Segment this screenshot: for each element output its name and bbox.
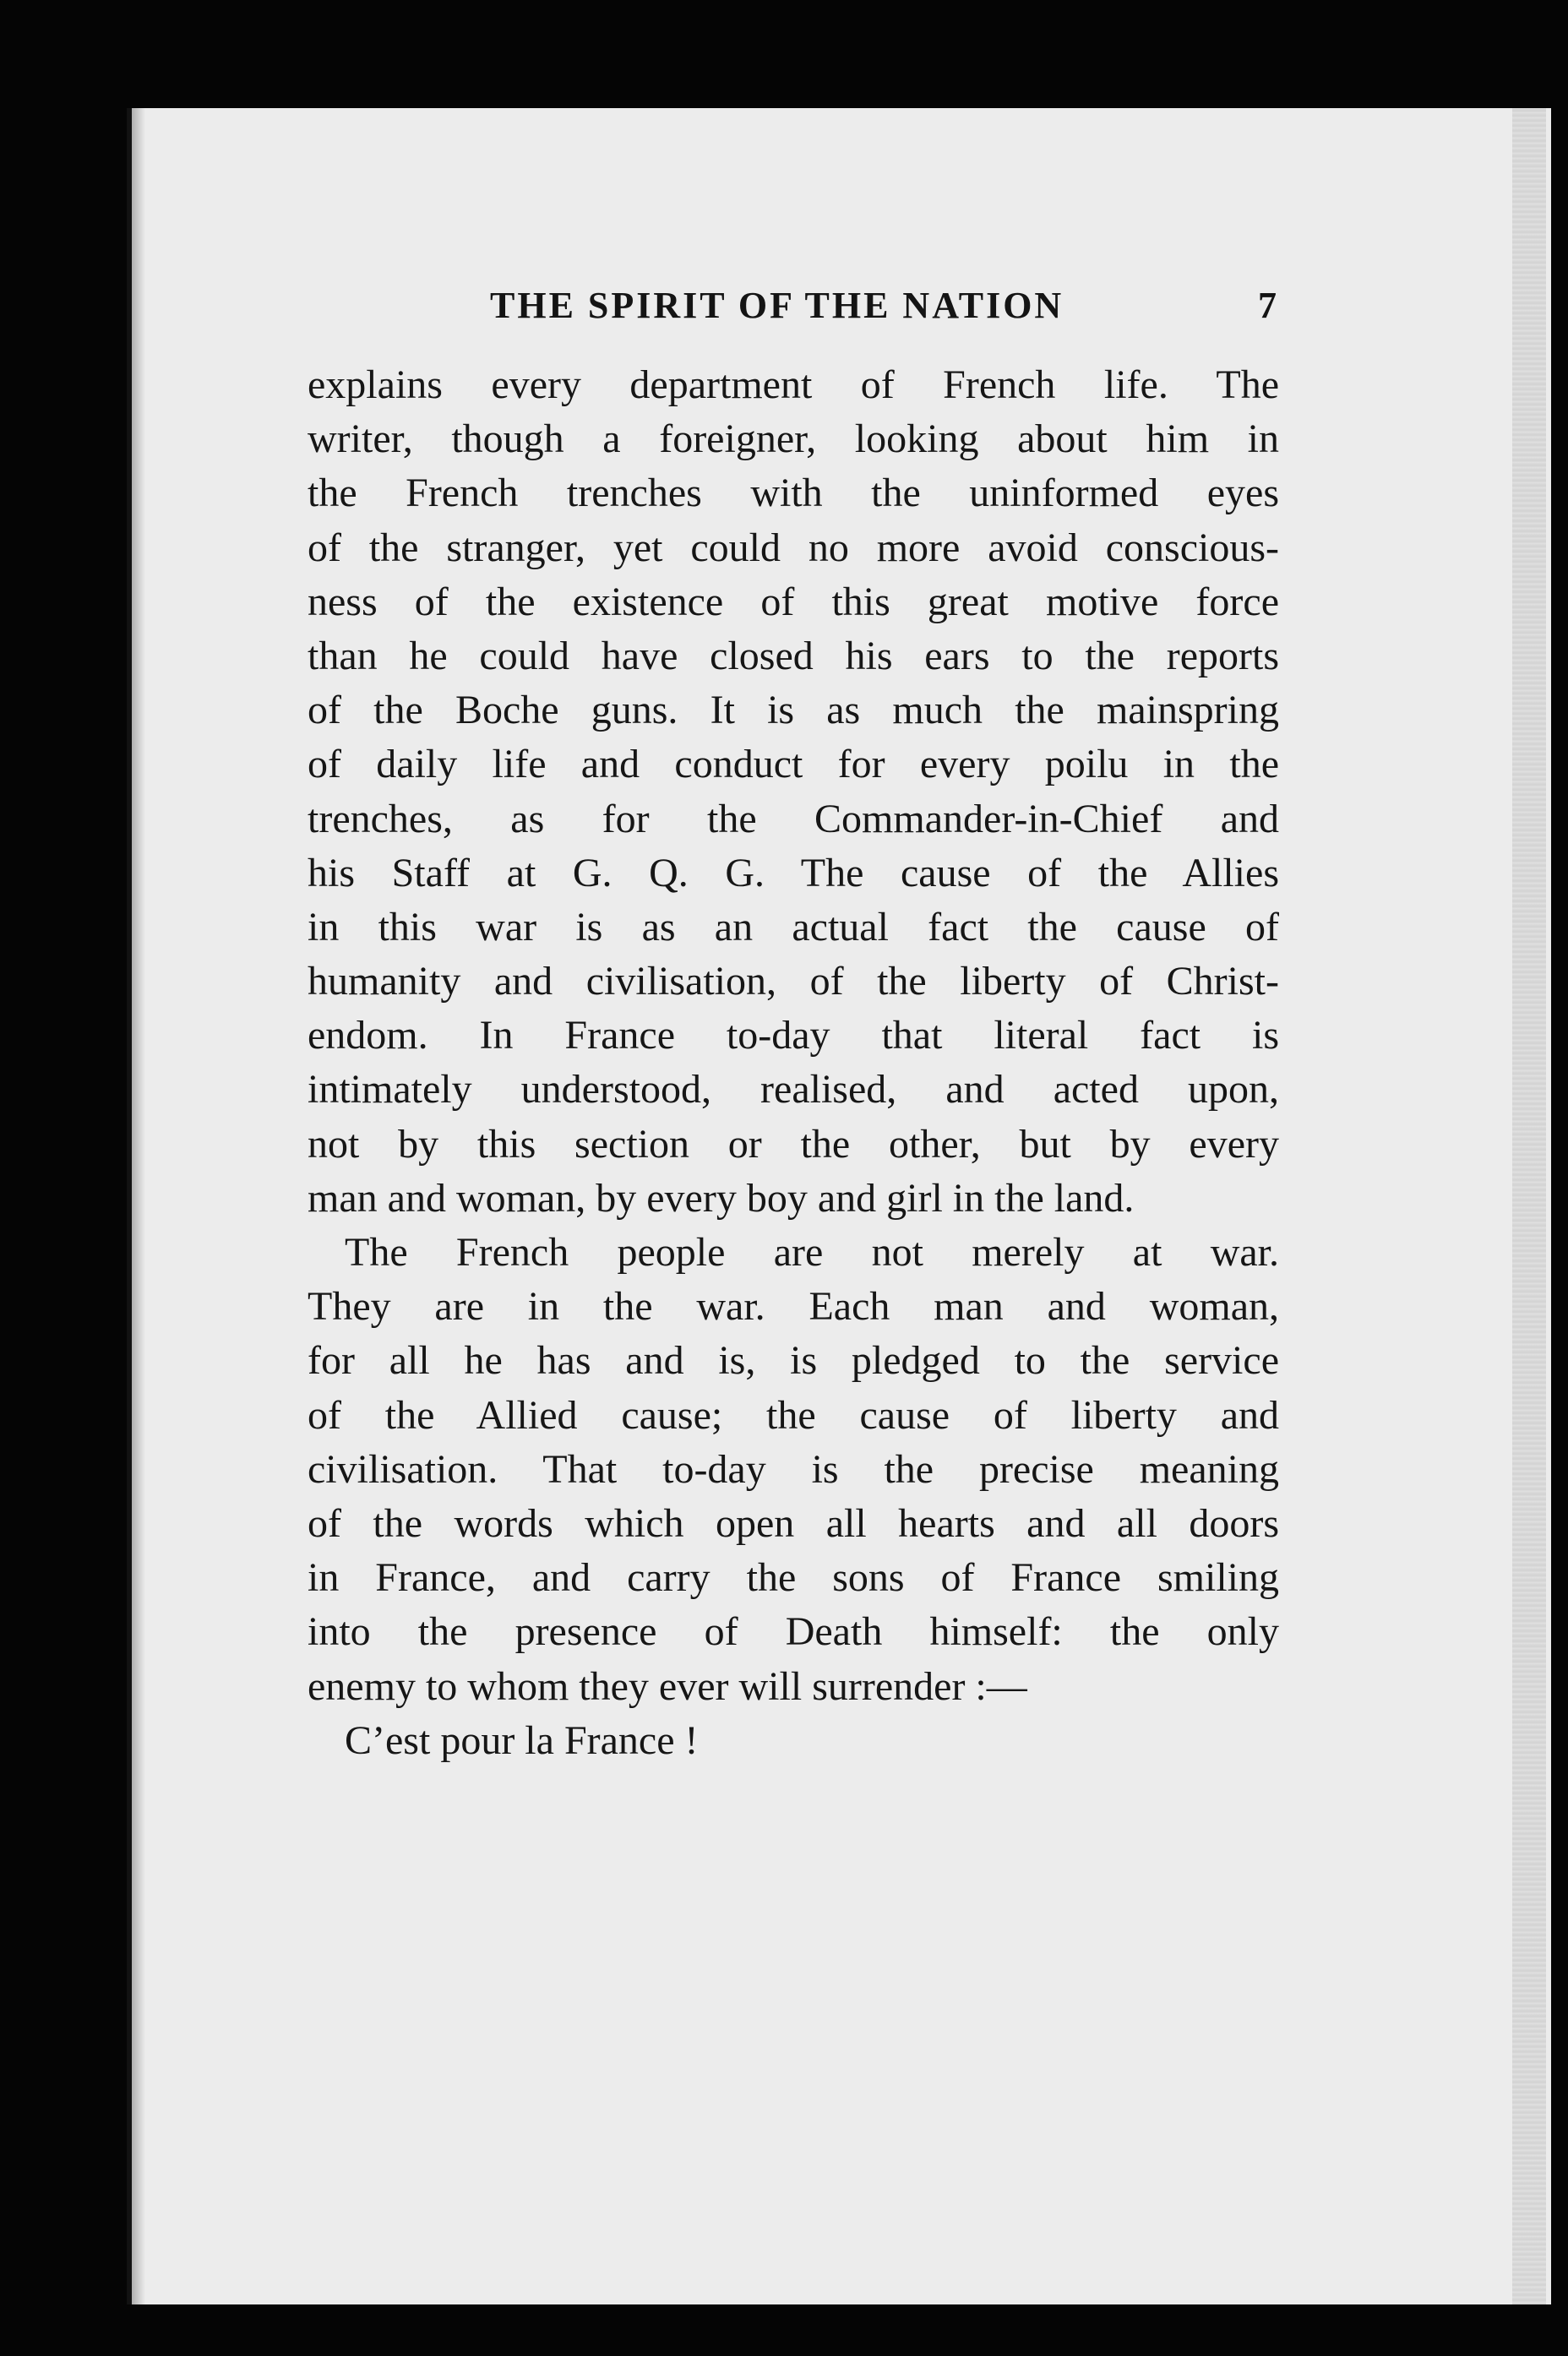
text-line: trenches, as for the Commander-in-Chief and — [308, 796, 1279, 841]
text-line: of the Allied cause; the cause of liberty and — [308, 1392, 1279, 1438]
paragraph-end-line: man and woman, by every boy and girl in the land. — [308, 1175, 1135, 1221]
text-line: than he could have closed his ears to the reports — [308, 633, 1279, 678]
text-line: They are in the war. Each man and woman, — [308, 1284, 1279, 1330]
text-line: in this war is as an actual fact the cause of — [308, 904, 1279, 949]
paragraph-start-line: The French people are not merely at war. — [345, 1230, 1279, 1275]
text-line: intimately understood, realised, and acted upon, — [308, 1067, 1279, 1113]
text-line: in France, and carry the sons of France smiling — [308, 1555, 1279, 1601]
page-fore-edge — [1512, 108, 1546, 2304]
text-line: explains every department of French life. The — [308, 362, 1279, 407]
text-line: enemy to whom they ever will surrender :— — [308, 1663, 1027, 1709]
text-line: his Staff at G. Q. G. The cause of the Allies — [308, 850, 1279, 895]
text-line: writer, though a foreigner, looking about him in — [308, 416, 1279, 462]
text-line: ness of the existence of this great motive force — [308, 579, 1279, 624]
closing-line: C’est pour la France ! — [345, 1717, 699, 1763]
text-line: humanity and civilisation, of the liberty of Christ- — [308, 959, 1279, 1004]
text-line: for all he has and is, is pledged to the service — [308, 1338, 1279, 1384]
text-line: the French trenches with the uninformed eyes — [308, 471, 1279, 516]
page-number: 7 — [1258, 285, 1279, 326]
text-line: not by this section or the other, but by every — [308, 1121, 1279, 1167]
text-line: of the stranger, yet could no more avoid conscious- — [308, 525, 1279, 570]
text-line: endom. In France to-day that literal fact is — [308, 1013, 1279, 1058]
body-text — [308, 358, 1279, 1768]
text-line: of daily life and conduct for every poilu in the — [308, 742, 1279, 787]
text-line: of the Boche guns. It is as much the mainspring — [308, 688, 1279, 733]
running-title: THE SPIRIT OF THE NATION — [490, 285, 1064, 326]
binding-gutter-shadow — [127, 108, 145, 2304]
running-header — [308, 284, 1279, 335]
text-line: into the presence of Death himself: the only — [308, 1609, 1279, 1655]
text-line: civilisation. That to-day is the precise meaning — [308, 1446, 1279, 1492]
text-line: of the words which open all hearts and all doors — [308, 1500, 1279, 1546]
